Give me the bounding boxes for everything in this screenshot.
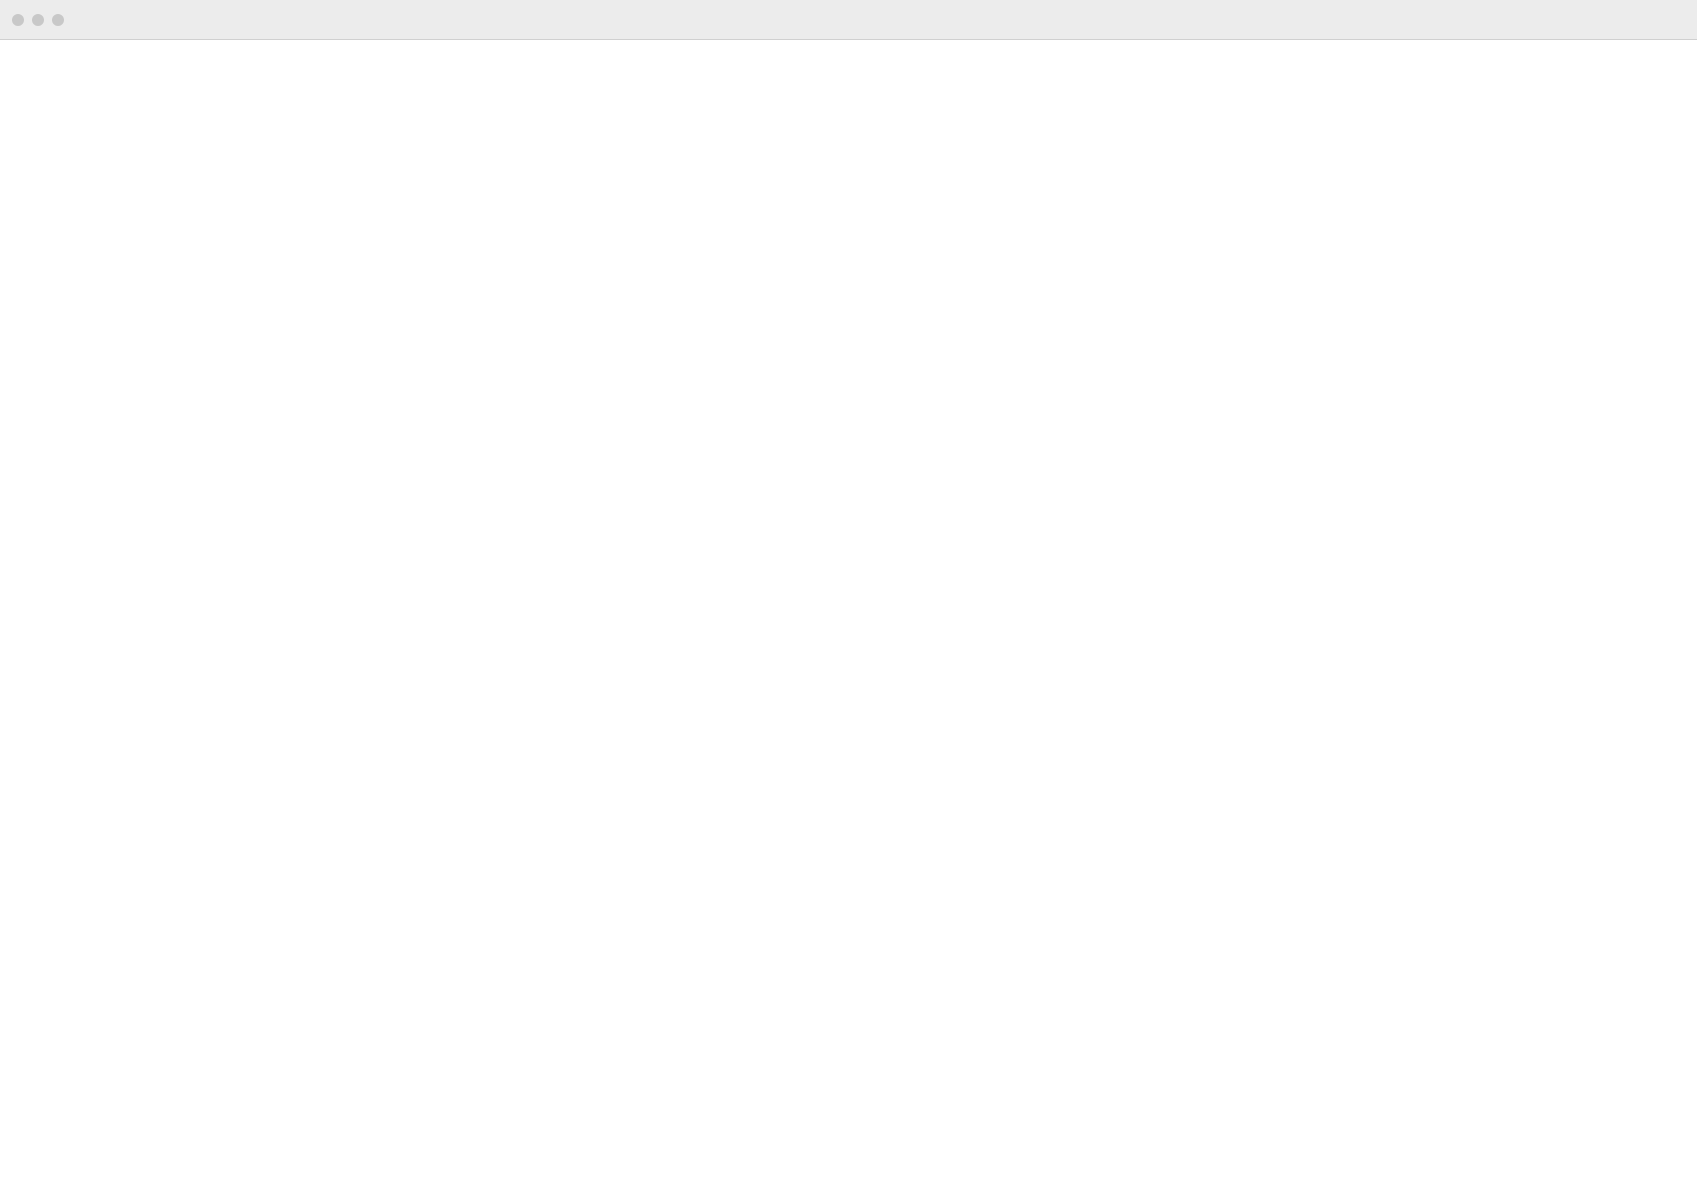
minimize-window-icon[interactable] <box>32 14 44 26</box>
close-window-icon[interactable] <box>12 14 24 26</box>
title-bar <box>0 0 1697 40</box>
maximize-window-icon[interactable] <box>52 14 64 26</box>
main-content <box>0 40 1697 1200</box>
